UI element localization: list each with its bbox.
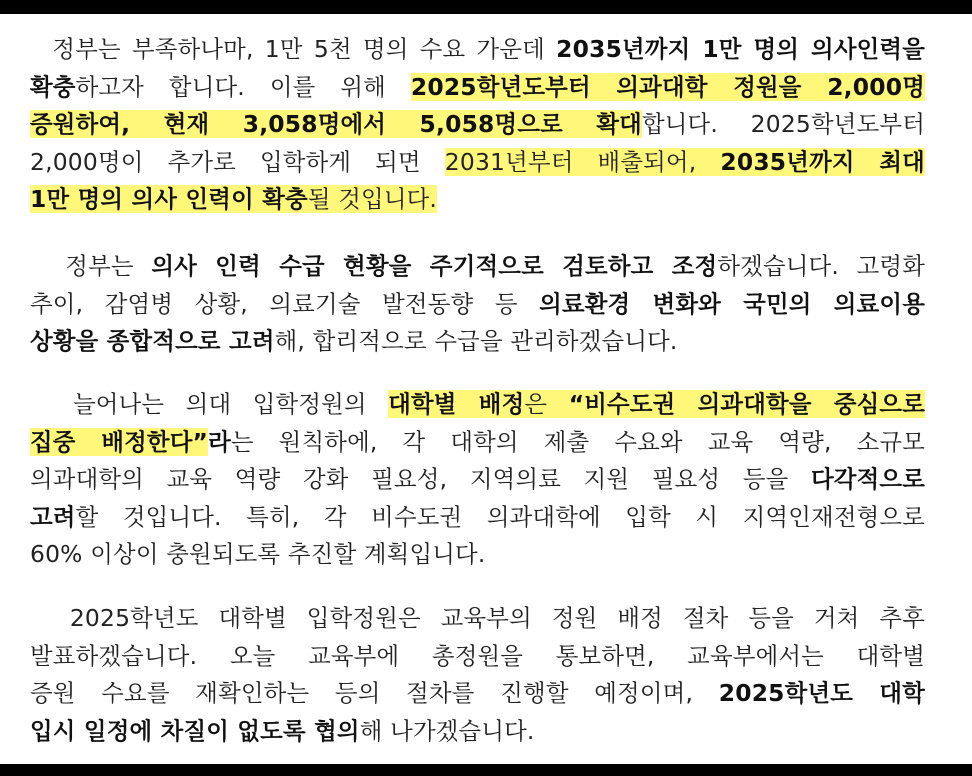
text-line xyxy=(30,461,925,499)
paragraph-university-allocation xyxy=(30,386,925,574)
bold-text: 다각적으로 xyxy=(811,465,925,493)
bold-text: 고려 xyxy=(30,502,76,531)
text-run: 할 것입니다. 특히, 각 비수도권 의과대학에 입학 시 지역인재전형으로 xyxy=(75,502,925,531)
text-run: 합니다. 2025학년도부터 xyxy=(641,110,925,138)
text-line xyxy=(30,675,925,713)
text-run: 해, 합리적으로 수급을 관리하겠습니다. xyxy=(274,327,678,355)
highlighted-text: 집중 배정한다” xyxy=(30,427,209,456)
text-line xyxy=(30,424,925,462)
bold-text: 라 xyxy=(208,427,231,456)
text-run: 하고자 합니다. 이를 위해 xyxy=(75,72,411,101)
paragraph-physician-workforce-expansion xyxy=(30,31,925,219)
paragraph-announcement-schedule xyxy=(30,600,925,750)
text-line xyxy=(30,286,925,324)
document-page xyxy=(0,14,972,764)
text-line xyxy=(30,638,925,676)
text-run: 는 원칙하에, 각 대학의 제출 수요와 교육 역량, 소규모 xyxy=(230,427,925,456)
highlighted-text: 대학별 배정 xyxy=(388,390,525,418)
highlighted-text: 2035년까지 최대 xyxy=(720,147,925,176)
text-line xyxy=(30,31,925,69)
text-run: 늘어나는 의대 입학정원의 xyxy=(30,390,389,418)
highlighted-text: 될 것입니다. xyxy=(307,185,438,213)
text-line xyxy=(30,69,925,107)
text-line xyxy=(30,600,925,638)
highlighted-text: 2031년부터 배출되어, xyxy=(444,147,721,176)
bold-text: 의료환경 변화와 국민의 의료이용 xyxy=(539,289,925,318)
text-line xyxy=(30,323,925,361)
text-line xyxy=(30,144,925,182)
paragraph-supply-review xyxy=(30,248,925,361)
text-line xyxy=(30,386,925,424)
bold-text: 입시 일정에 차질이 없도록 협의 xyxy=(30,716,360,745)
bold-text: 상황을 종합적으로 고려 xyxy=(30,327,275,355)
text-run: 2,000명이 추가로 입학하게 되면 xyxy=(30,147,445,176)
text-line xyxy=(30,106,925,144)
text-run: 하겠습니다. 고령화 xyxy=(717,252,926,280)
text-run: 정부는 xyxy=(30,252,152,280)
text-run: 60% 이상이 충원되도록 추진할 계획입니다. xyxy=(30,540,486,568)
text-line xyxy=(30,499,925,537)
highlighted-text: 은 xyxy=(524,390,569,418)
bold-text: 2025학년도 대학 xyxy=(718,679,925,707)
highlighted-text: 1만 명의 의사 인력이 확충 xyxy=(30,185,308,213)
text-run: 추이, 감염병 상황, 의료기술 발전동향 등 xyxy=(30,289,540,318)
text-line xyxy=(30,248,925,286)
bold-text: 확충 xyxy=(30,72,76,101)
text-line xyxy=(30,713,925,751)
highlighted-text: “비수도권 의과대학을 중심으로 xyxy=(568,390,925,418)
bold-text: 2035년까지 1만 명의 의사인력을 xyxy=(556,35,925,63)
highlighted-text: 증원하여, 현재 3,058명에서 5,058명으로 확대 xyxy=(30,110,642,138)
text-run: 발표하겠습니다. 오늘 교육부에 총정원을 통보하면, 교육부에서는 대학별 xyxy=(30,641,925,670)
text-run: 정부는 부족하나마, 1만 5천 명의 수요 가운데 xyxy=(30,35,557,63)
text-run: 의과대학의 교육 역량 강화 필요성, 지역의료 지원 필요성 등을 xyxy=(30,465,812,493)
text-line xyxy=(30,536,925,574)
text-run: 2025학년도 대학별 입학정원은 교육부의 정원 배정 절차 등을 거쳐 추후 xyxy=(30,604,925,632)
bold-text: 의사 인력 수급 현황을 주기적으로 검토하고 조정 xyxy=(151,252,718,280)
highlighted-text: 2025학년도부터 의과대학 정원을 2,000명 xyxy=(410,72,925,101)
text-run: 해 나가겠습니다. xyxy=(359,716,535,745)
text-run: 증원 수요를 재확인하는 등의 절차를 진행할 예정이며, xyxy=(30,679,719,707)
text-line xyxy=(30,181,925,219)
